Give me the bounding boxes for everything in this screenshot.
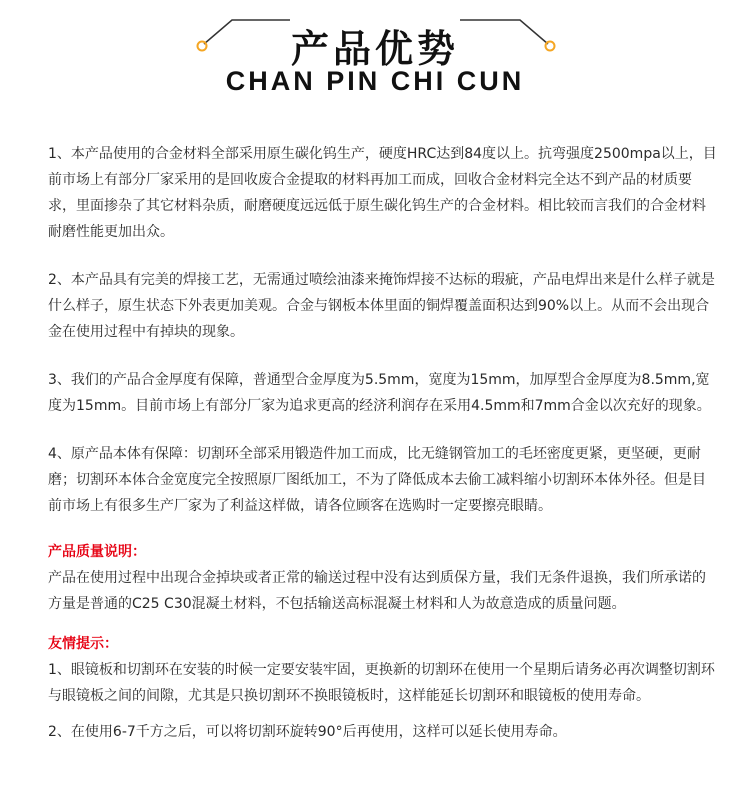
tip-item-2: 2、在使用6-7千方之后，可以将切割环旋转90°后再使用，这样可以延长使用寿命。	[48, 724, 567, 740]
advantage-paragraph-3: 3、我们的产品合金厚度有保障，普通型合金厚度为5.5mm，宽度为15mm，加厚型合金厚度为8.5mm,宽度为15mm。目前市场上有部分厂家为追求更高的经济利润存在采用4.5mm和7mm合金以次充好的现象。	[48, 372, 711, 414]
page-subtitle: CHAN PIN CHI CUN	[225, 66, 525, 96]
advantage-paragraph-2: 2、本产品具有完美的焊接工艺，无需通过喷绘油漆来掩饰焊接不达标的瑕疵，产品电焊出来是什么样子就是什么样子，原生状态下外表更加美观。合金与钢板本体里面的铜焊覆盖面积达到90%以上。从而不会出现合金在使用过程中有掉块的现象。	[48, 272, 715, 340]
tips-section-title: 友情提示：	[48, 636, 118, 652]
header	[0, 0, 750, 110]
tip-item-1: 1、眼镜板和切割环在安装的时候一定要安装牢固，更换新的切割环在使用一个星期后请务必再次调整切割环与眼镜板之间的间隙，尤其是只换切割环不换眼镜板时，这样能延长切割环和眼镜板的使用寿命。	[48, 662, 715, 704]
advantage-paragraph-1: 1、本产品使用的合金材料全部采用原生碳化钨生产，硬度HRC达到84度以上。抗弯强度2500mpa以上，目前市场上有部分厂家采用的是回收废合金提取的材料再加工而成，回收合金材料完全达不到产品的材质要求，里面掺杂了其它材料杂质，耐磨硬度远远低于原生碳化钨生产的合金材料。相比较而言我们的合金材料耐磨性能更加出众。	[48, 146, 717, 240]
page-title: 产品优势	[290, 27, 459, 71]
content	[48, 141, 718, 745]
advantage-paragraph-4: 4、原产品本体有保障：切割环全部采用锻造件加工而成，比无缝钢管加工的毛坯密度更紧，更坚硬，更耐磨；切割环本体合金宽度完全按照原厂图纸加工，不为了降低成本去偷工减料缩小切割环本体外径。但是目前市场上有很多生产厂家为了利益这样做，请各位顾客在选购时一定要擦亮眼睛。	[48, 446, 706, 514]
quality-section-title: 产品质量说明：	[48, 544, 146, 560]
quality-paragraph: 产品在使用过程中出现合金掉块或者正常的输送过程中没有达到质保方量，我们无条件退换，我们所承诺的方量是普通的C25 C30混凝土材料，不包括输送高标混凝土材料和人为故意造成的质量问题。	[48, 570, 706, 612]
